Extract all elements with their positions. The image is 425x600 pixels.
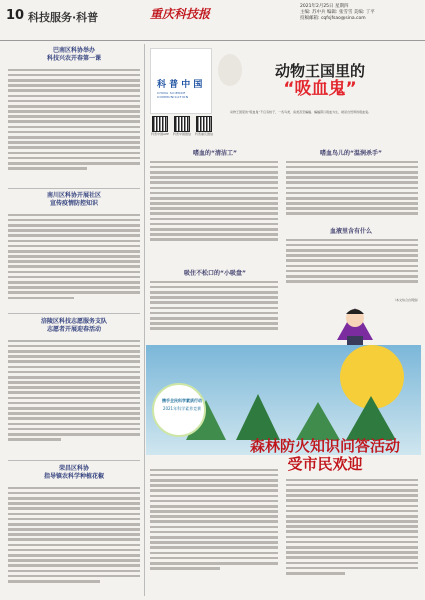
left-headline-4b: 指导镇农科学种植花椒 xyxy=(43,473,104,480)
page-header xyxy=(0,0,425,41)
divider xyxy=(8,460,140,461)
email-line: 投稿邮箱: cqfsjfsao@sina.com xyxy=(300,16,366,21)
date-line: 2021年2月25日 星期四 xyxy=(300,4,349,9)
bottom-body-2 xyxy=(286,476,418,596)
left-article-4 xyxy=(8,484,140,596)
science-china-logo: 科 普 中 国 xyxy=(157,80,203,90)
sub-heading-1: 嗜血的“清洁工” xyxy=(193,150,237,157)
feature-body-1 xyxy=(150,158,278,258)
feature-author: （本文综合自网络） xyxy=(392,298,420,302)
newspaper-title: 重庆科技报 xyxy=(150,7,211,21)
bottom-title-line1: 森林防火知识问答活动 xyxy=(249,437,400,455)
left-headline-1a: 巴南区科协举办 xyxy=(52,47,95,54)
left-headline-2b: 宣传疫情防控知识 xyxy=(49,200,98,207)
sub-heading-4: 血液里含有什么 xyxy=(329,228,372,235)
date-block xyxy=(300,4,420,22)
qr-label: 科普重庆微信 xyxy=(194,132,213,136)
left-headline-3b: 志愿者开展迎春活动 xyxy=(46,326,101,333)
qr-code-icon xyxy=(152,116,168,132)
feature-body-4 xyxy=(286,236,418,296)
qr-code-icon xyxy=(174,116,190,132)
left-article-3 xyxy=(8,337,140,457)
left-headline-2a: 南川区科协开展社区 xyxy=(46,192,101,199)
left-article-1 xyxy=(8,66,140,186)
feature-title xyxy=(222,62,418,98)
bat-illustration xyxy=(215,50,245,90)
section-name: 科技服务·科普 xyxy=(28,11,99,24)
science-china-card xyxy=(150,48,212,114)
qr-label: 科普中国APP xyxy=(151,132,169,136)
left-headline-4a: 荣昌区科协 xyxy=(58,465,89,472)
feature-body-2 xyxy=(150,278,278,342)
qr-code-icon xyxy=(196,116,212,132)
sub-heading-3: 嗜血鸟儿的“温润杀手” xyxy=(320,150,382,157)
left-headline-2 xyxy=(8,192,140,208)
divider xyxy=(8,188,140,189)
qr-label: 科普中国微信 xyxy=(172,132,191,136)
divider xyxy=(8,313,140,314)
left-headline-1 xyxy=(8,47,140,63)
science-china-logo-en: CHINA SCIENCE COMMUNICATION xyxy=(157,91,189,99)
bottom-body-1 xyxy=(150,466,278,596)
left-headline-4 xyxy=(8,465,140,481)
feature-title-line1: 动物王国里的 xyxy=(274,62,365,80)
bottom-banner-text: 携手全民科学素质行动 xyxy=(162,398,202,403)
left-headline-1b: 科技兴农开春第一课 xyxy=(46,55,101,62)
feature-caption: 动物王国里的“吸血鬼”不仅有蚊子，一些鸟类、鱼类甚至蝙蝠、蝙蝠都以吸血为生，就是自然界的吸血鬼。 xyxy=(230,110,372,114)
bottom-title-line2: 受市民欢迎 xyxy=(287,455,363,473)
left-headline-3 xyxy=(8,318,140,334)
left-article-2 xyxy=(8,211,140,311)
left-headline-3a: 涪陵区科技志愿服务支队 xyxy=(40,318,107,325)
page-number: 10 xyxy=(6,8,25,23)
bottom-banner-sub: 2021年科学素养竞赛 xyxy=(162,406,202,411)
editor-line: 主编: 苏中兵 编辑: 张雪雪 美编: 丁平 xyxy=(300,10,375,15)
feature-body-3 xyxy=(286,158,418,230)
sub-heading-2: 吸住不松口的“小吸盘” xyxy=(184,270,246,277)
feature-title-line2: “吸血鬼” xyxy=(283,79,357,99)
column-divider xyxy=(144,44,145,596)
